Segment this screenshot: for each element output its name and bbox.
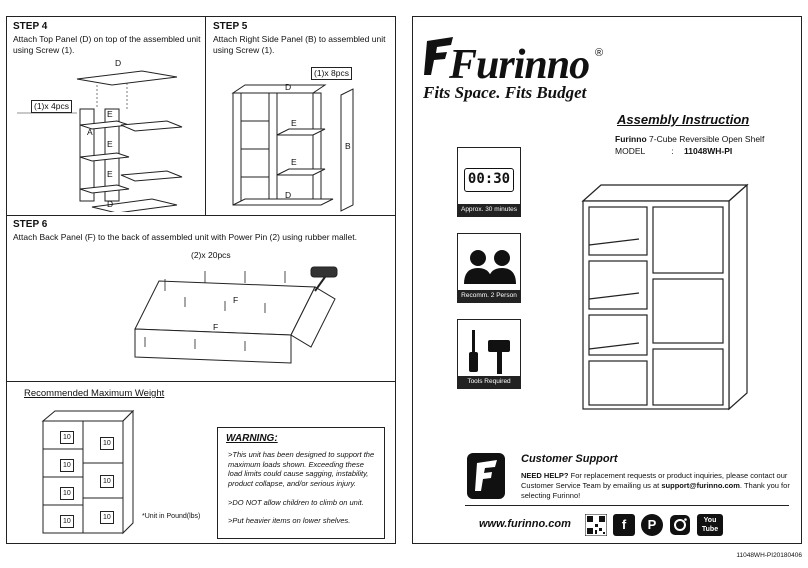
- tools-caption: Tools Required: [458, 376, 520, 388]
- warning-line-2: >DO NOT allow children to climb on unit.: [228, 498, 364, 507]
- qr-code-icon: [585, 514, 607, 536]
- step4-label-a: A: [87, 127, 93, 137]
- weight-tag-3: 10: [60, 487, 74, 500]
- step4-text: Attach Top Panel (D) on top of the assembled unit using Screw (1).: [13, 34, 201, 55]
- facebook-icon[interactable]: f: [613, 514, 635, 536]
- model-sep: :: [671, 146, 674, 156]
- step4-label-d-bottom: D: [107, 199, 114, 209]
- weight-tag-2: 10: [60, 459, 74, 472]
- weight-title: Recommended Maximum Weight: [24, 388, 165, 399]
- step6-title: STEP 6: [13, 219, 48, 230]
- document-code: 11048WH-PI20180406: [736, 552, 802, 559]
- model-value: 11048WH-PI: [684, 146, 733, 156]
- weight-illustration: [37, 405, 137, 545]
- warning-title: WARNING:: [226, 433, 278, 444]
- weight-tag-4: 10: [60, 515, 74, 528]
- assembly-title: Assembly Instruction: [617, 112, 750, 127]
- step5-title: STEP 5: [213, 21, 248, 32]
- persons-caption: Recomm. 2 Person: [458, 290, 520, 302]
- step6-pin-label: (2)x 20pcs: [191, 250, 231, 260]
- step4-title: STEP 4: [13, 21, 48, 32]
- step5-label-e2: E: [291, 157, 297, 167]
- support-text-1: For replacement requests or product inquiries, please contact our Customer Service Team by emailing us at: [521, 471, 788, 490]
- weight-tag-5: 10: [100, 437, 114, 450]
- registered-mark: ®: [595, 47, 604, 59]
- step6-label-f2: F: [213, 322, 219, 332]
- warning-box: [217, 427, 385, 539]
- warning-line-1: >This unit has been designed to support the maximum loads shown. Exceeding these load limits could cause sagging, instability, product collapse, and/or serious injury.: [228, 450, 375, 488]
- youtube-icon[interactable]: You Tube: [697, 514, 723, 536]
- persons-box: [457, 233, 521, 303]
- left-page: [6, 16, 396, 544]
- right-page: [412, 16, 802, 544]
- clock-icon: 00:30: [464, 168, 514, 192]
- divider-steps: [7, 215, 395, 216]
- warning-line-3: >Put heavier items on lower shelves.: [228, 516, 351, 525]
- divider-step4-5: [205, 17, 206, 215]
- brand-tagline: Fits Space. Fits Budget: [423, 83, 587, 102]
- time-caption: Approx. 30 minutes: [458, 204, 520, 216]
- footer-divider: [465, 505, 789, 506]
- step4-illustration: [17, 57, 197, 212]
- weight-tag-7: 10: [100, 511, 114, 524]
- support-title: Customer Support: [521, 453, 618, 465]
- step6-illustration: [125, 257, 365, 377]
- step6-text: Attach Back Panel (F) to the back of assembled unit with Power Pin (2) using rubber mallet.: [13, 232, 357, 242]
- step4-label-e3: E: [107, 169, 113, 179]
- website-link[interactable]: www.furinno.com: [479, 518, 571, 530]
- model-label: MODEL: [615, 146, 645, 156]
- step5-label-d-top: D: [285, 82, 292, 92]
- step5-label-e1: E: [291, 118, 297, 128]
- product-line: [615, 134, 764, 144]
- support-logo-icon: [465, 451, 507, 501]
- model-line: [615, 146, 732, 156]
- shelf-illustration: [577, 181, 753, 415]
- tools-icon: [464, 326, 516, 376]
- weight-tag-6: 10: [100, 475, 114, 488]
- tools-box: [457, 319, 521, 389]
- weight-unit-note: *Unit in Pound(lbs): [142, 513, 201, 520]
- product-brand: Furinno: [615, 134, 647, 144]
- time-box: [457, 147, 521, 217]
- step5-label-d-bottom: D: [285, 190, 292, 200]
- step6-label-f1: F: [233, 295, 239, 305]
- step4-label-e2: E: [107, 139, 113, 149]
- brand-logo-text: Furinno: [449, 42, 590, 88]
- support-text: [521, 471, 801, 501]
- divider-step6: [7, 381, 395, 382]
- support-email[interactable]: support@furinno.com: [661, 481, 740, 490]
- step5-illustration: [229, 75, 389, 215]
- product-name: 7-Cube Reversible Open Shelf: [649, 134, 765, 144]
- instagram-icon[interactable]: [669, 514, 691, 536]
- pinterest-icon[interactable]: P: [641, 514, 663, 536]
- support-text-2: . Thank you for selecting Furinno!: [521, 481, 790, 500]
- weight-tag-1: 10: [60, 431, 74, 444]
- step5-screw-label: (1)x 8pcs: [311, 67, 352, 80]
- step4-screw-label: (1)x 4pcs: [31, 100, 72, 113]
- step5-text: Attach Right Side Panel (B) to assembled unit using Screw (1).: [213, 34, 386, 55]
- step4-label-e1: E: [107, 109, 113, 119]
- step5-label-b: B: [345, 141, 351, 151]
- support-need-help: NEED HELP?: [521, 471, 569, 480]
- two-person-icon: [462, 246, 518, 286]
- step4-label-d-top: D: [115, 58, 122, 68]
